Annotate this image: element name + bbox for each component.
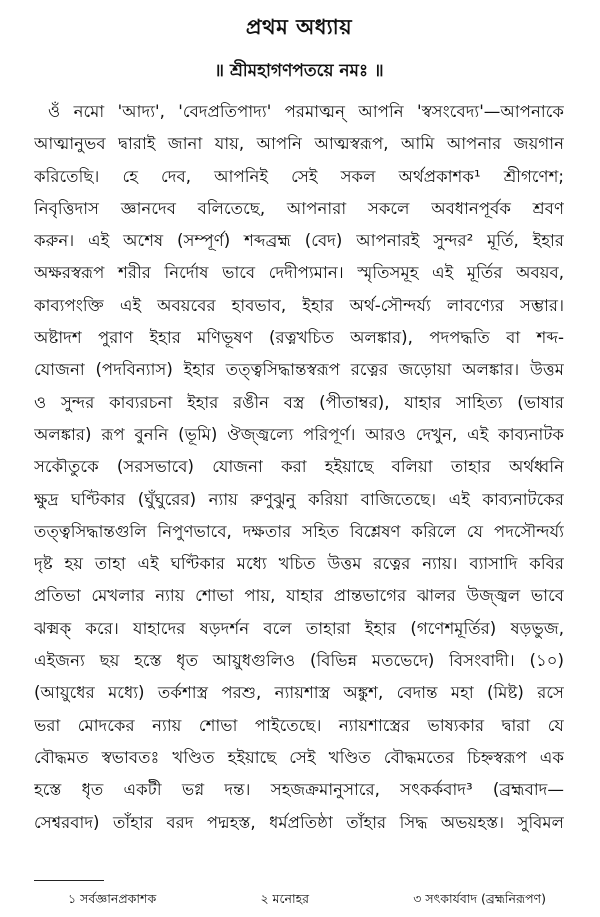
text-line: (আয়ুধের মধ্যে) তর্কশাস্ত্র পরশু, ন্যায়শাস্ত্র অঙ্কুশ, বেদান্ত মহা (মিষ্ট) রসে bbox=[34, 683, 564, 703]
text-line: করিতেছি। হে দেব, আপনিই সেই সকল অর্থপ্রকাশক¹ শ্রীগণেশ; bbox=[34, 166, 564, 186]
footnote-1: ১ সর্বজ্ঞানপ্রকাশক bbox=[68, 891, 157, 906]
text-line: অষ্টাদশ পুরাণ ইহার মণিভূষণ (রত্নখচিত অলঙ্কার), পদপদ্ধতি বা শব্দ- bbox=[34, 328, 564, 348]
text-line: যোজনা (পদবিন্যাস) ইহার তত্ত্বসিদ্ধান্তস্বরূপ রত্নের জড়োয়া অলঙ্কার। উত্তম bbox=[34, 360, 564, 380]
text-line: হস্তে ধৃত একটী ভগ্ন দন্ত। সহজক্রমানুসারে, সৎকর্কবাদ³ (ব্রহ্মবাদ— bbox=[34, 780, 564, 800]
text-line: ওঁ নমো 'আদ্য', 'বেদপ্রতিপাদ্য' পরমাত্মন্ আপনি 'স্বসংবেদ্য'—আপনাকে bbox=[48, 102, 564, 121]
text-line: অক্ষরস্বরূপ শরীর নির্দোষ ভাবে দেদীপ্যমান। স্মৃতিসমূহ এই মূর্তির অবয়ব, bbox=[34, 263, 564, 283]
footnotes bbox=[34, 890, 564, 908]
invocation-line: ॥ শ্রীমহাগণপতয়ে নমঃ ॥ bbox=[214, 61, 384, 81]
text-line: তত্ত্বসিদ্ধান্তগুলি নিপুণভাবে, দক্ষতার সহিত বিশ্লেষণ করিলে যে পদসৌন্দর্য্য bbox=[34, 521, 564, 541]
footnote-3: ৩ সৎকার্যবাদ (ব্রহ্মনিরূপণ) bbox=[413, 891, 546, 906]
body-text bbox=[34, 96, 564, 839]
text-line: আত্মানুভব দ্বারাই জানা যায়, আপনি আত্মস্বরূপ, আমি আপনার জয়গান bbox=[34, 134, 564, 154]
text-line: নিবৃত্তিদাস জ্ঞানদেব বলিতেছে, আপনারা সকলে অবধানপূর্বক শ্রবণ bbox=[34, 198, 564, 218]
footnote-2: ২ মনোহর bbox=[260, 891, 310, 906]
text-line: করুন। এই অশেষ (সম্পূর্ণ) শব্দব্রহ্ম (বেদ) আপনারই সুন্দর² মূর্তি, ইহার bbox=[34, 231, 564, 251]
text-line: ক্ষুদ্র ঘণ্টিকার (ঘুঁঘুরের) ন্যায় রুণুঝুনু করিয়া বাজিতেছে। এই কাব্যনাটকের bbox=[34, 489, 564, 509]
text-line: প্রতিভা মেখলার ন্যায় শোভা পায়, যাহার প্রান্তভাগের ঝালর উজ্জ্বল ভাবে bbox=[34, 586, 564, 606]
text-line: সেশ্বরবাদ) তাঁহার বরদ পদ্মহস্ত, ধর্মপ্রতিষ্ঠা তাঁহার সিদ্ধ অভয়হস্ত। সুবিমল bbox=[34, 812, 564, 832]
chapter-title: প্রথম অধ্যায় bbox=[245, 15, 353, 39]
text-line: কাব্যপংক্তি এই অবয়বের হাবভাব, ইহার অর্থ-সৌন্দর্য্য লাবণ্যের সম্ভার। bbox=[34, 295, 564, 315]
text-line: সকৌতুকে (সরসভাবে) যোজনা করা হইয়াছে বলিয়া তাহার অর্থধ্বনি bbox=[34, 457, 564, 477]
text-line: ও সুন্দর কাব্যরচনা ইহার রঙীন বস্ত্র (পীতাম্বর), যাহার সাহিত্য (ভাষার bbox=[34, 392, 564, 412]
text-line: বৌদ্ধমত স্বভাবতঃ খণ্ডিত হইয়াছে সেই খণ্ডিত বৌদ্ধমতের চিহ্নস্বরূপ এক bbox=[34, 747, 564, 767]
text-line: এইজন্য ছয় হস্তে ধৃত আয়ুধগুলিও (বিভিন্ন মতভেদে) বিসংবাদী। (১০) bbox=[34, 651, 564, 671]
text-line: দৃষ্ট হয় তাহা এই ঘণ্টিকার মধ্যে খচিত উত্তম রত্নের ন্যায়। ব্যাসাদি কবির bbox=[34, 554, 564, 574]
text-line: ভরা মোদকের ন্যায় শোভা পাইতেছে। ন্যায়শাস্ত্রের ভাষ্যকার দ্বারা যে bbox=[34, 715, 564, 735]
text-line: অলঙ্কার) রূপ বুননি (ভূমি) ঔজ্জ্বল্যে পরিপূর্ণ। আরও দেখুন, এই কাব্যনাটক bbox=[34, 424, 564, 444]
footnote-divider bbox=[34, 880, 104, 881]
text-line: ঝক্মক্ করে। যাহাদের ষড়দর্শন বলে তাহারা ইহার (গণেশমূর্তির) ষড়ভুজ, bbox=[34, 618, 564, 638]
